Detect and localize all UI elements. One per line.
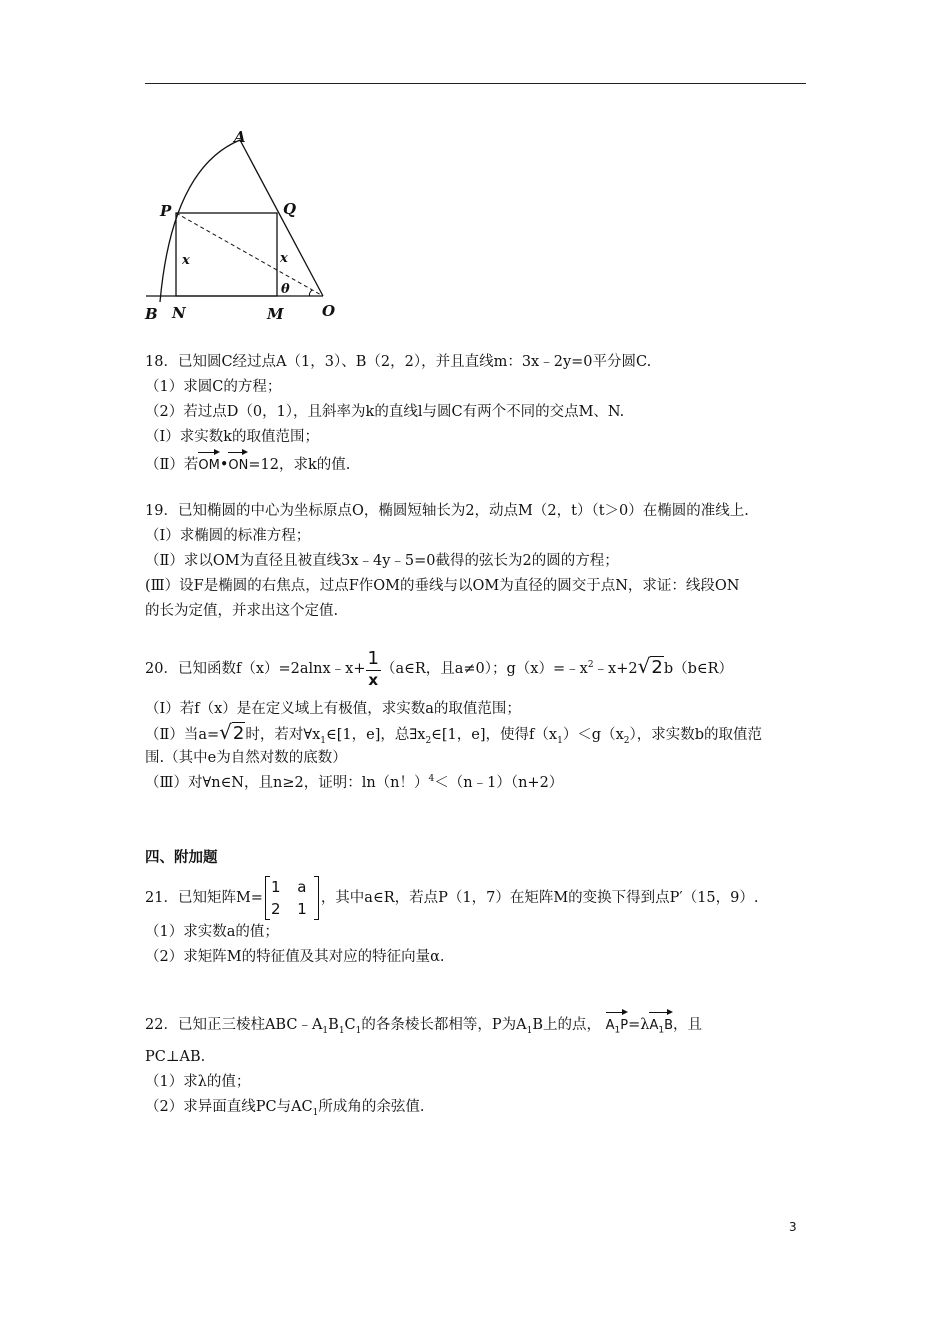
label-P: P bbox=[160, 202, 172, 220]
q20-part-III: （Ⅲ）对∀n∈N，且n≥2，证明：ln（n！）$^4$＜（n﹣1）（n+2） bbox=[145, 774, 564, 791]
label-B: B bbox=[145, 305, 158, 323]
q18-part-II: （Ⅱ）若OM•ON=12，求k的值. bbox=[145, 450, 350, 476]
fraction-1-over-x: $\frac{1}{x}$ bbox=[367, 648, 379, 689]
geometry-figure bbox=[140, 120, 350, 330]
q20-part-I: （Ⅰ）若f（x）是在定义域上有极值，求实数a的取值范围； bbox=[145, 701, 521, 717]
vector-on: ON bbox=[228, 450, 248, 476]
label-x-right: x bbox=[280, 251, 288, 266]
q18-part1: （1）求圆C的方程； bbox=[145, 379, 282, 395]
q19-stem: 19．已知椭圆的中心为坐标原点O，椭圆短轴长为2，动点M（2，t）（t＞0）在椭圆的准线上. bbox=[145, 503, 749, 519]
q19-part-III: (Ⅲ）设F是椭圆的右焦点，过点F作OM的垂线与以OM为直径的圆交于点N，求证：线段ON bbox=[145, 578, 740, 594]
q18-stem: 18．已知圆C经过点A（1，3）、B（2，2），并且直线m：3x﹣2y=0平分圆C. bbox=[145, 354, 652, 370]
q18-part2: （2）若过点D（0，1），且斜率为k的直线l与圆C有两个不同的交点M、N. bbox=[145, 404, 625, 420]
label-x-left: x bbox=[182, 253, 190, 268]
label-M: M bbox=[267, 305, 284, 323]
label-Q: Q bbox=[283, 200, 297, 218]
q22-part2: （2）求异面直线PC与$AC_1$所成角的余弦值. bbox=[145, 1099, 425, 1118]
q21-stem: 21．已知矩阵M= 1 a 2 1 ，其中a∈R，若点P（1，7）在矩阵M的变换下得到点P′（15，9）. bbox=[145, 878, 759, 918]
label-N: N bbox=[172, 304, 186, 322]
sqrt-2: √2 bbox=[637, 654, 663, 678]
q19-part-II: （Ⅱ）求以OM为直径且被直线3x﹣4y﹣5=0截得的弦长为2的圆的方程； bbox=[145, 553, 619, 569]
q19-part-III-cont: 的长为定值，并求出这个定值. bbox=[145, 603, 339, 619]
label-theta: θ bbox=[281, 282, 290, 297]
matrix-M: 1 a 2 1 bbox=[265, 876, 319, 920]
page-number: 3 bbox=[789, 1220, 797, 1234]
sqrt-2-a: √2 bbox=[219, 720, 245, 744]
q22-line2: PC⊥AB. bbox=[145, 1049, 206, 1065]
label-A: A bbox=[234, 128, 246, 146]
vector-om: OM bbox=[198, 450, 219, 476]
q22-stem: 22．已知正三棱柱$ABC﹣A_1B_1C_1$的各条棱长都相等，P为$A_1B$上的点， $A_1P=\lambda A_1B$，且 bbox=[145, 1010, 702, 1036]
sector-diagram bbox=[140, 120, 350, 330]
q20-stem: 20．已知函数f（x）=2alnx﹣x+ $\frac{1}{x}$ （a∈R，且a≠0）；$g(x)=﹣x^2﹣x+2√2b(b\in R)$ bbox=[145, 648, 734, 689]
label-O: O bbox=[322, 302, 336, 320]
header-rule bbox=[145, 83, 806, 84]
q18-part-I: （Ⅰ）求实数k的取值范围； bbox=[145, 429, 320, 445]
q21-part2: （2）求矩阵M的特征值及其对应的特征向量α. bbox=[145, 949, 445, 965]
q19-part-I: （Ⅰ）求椭圆的标准方程； bbox=[145, 528, 311, 544]
vector-a1p: $A_1P$ bbox=[606, 1010, 628, 1036]
q21-part1: （1）求实数a的值； bbox=[145, 924, 279, 940]
q22-part1: （1）求λ的值； bbox=[145, 1074, 251, 1090]
section-heading: 四、附加题 bbox=[145, 850, 218, 866]
vector-a1b: $A_1B$ bbox=[649, 1010, 673, 1036]
q20-part-II: （Ⅱ）当a=√2时，若对$\forall x_1\in[1$，e]，总$\exists x_2\in[1$，e]，使得$f(x_1)<g(x_2)$，求实数b的取值范 bbox=[145, 720, 763, 746]
q20-part-II-cont: 围.（其中e为自然对数的底数） bbox=[145, 750, 347, 766]
